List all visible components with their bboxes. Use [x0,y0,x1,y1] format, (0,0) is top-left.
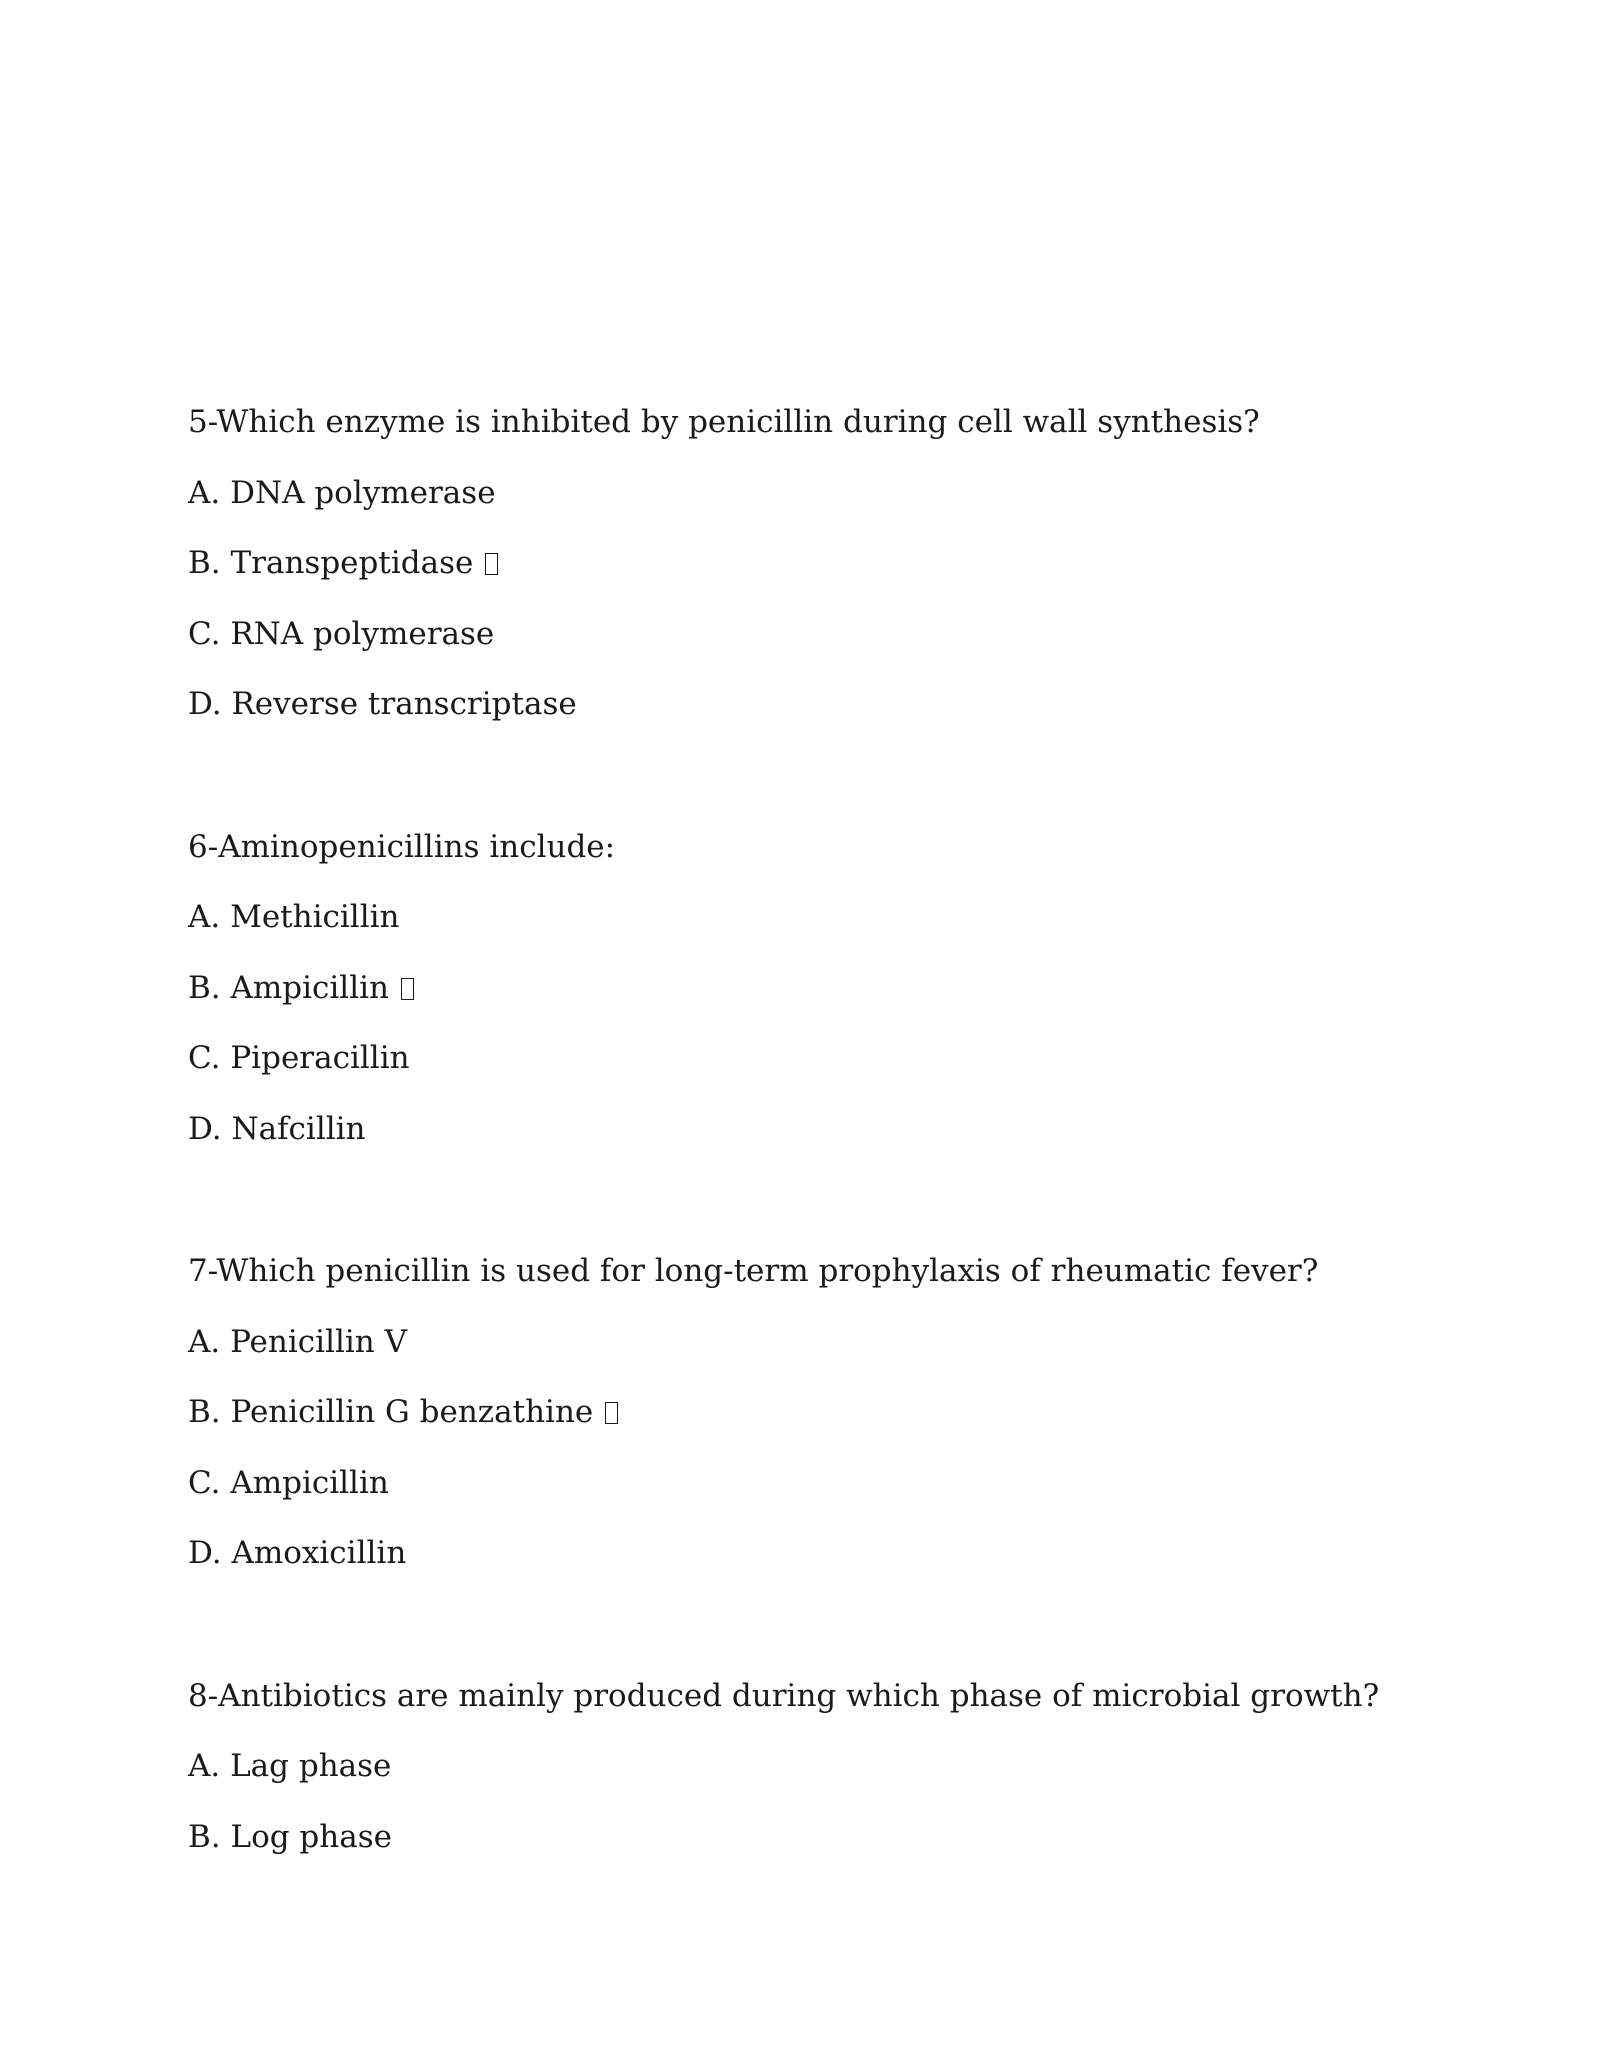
question-list [188,400,1488,1957]
answer-option [188,1320,1488,1391]
answer-option [188,966,1488,1037]
answer-option [188,612,1488,683]
option-text: B. Penicillin G benzathine [188,1394,594,1430]
option-text: D. Nafcillin [188,1110,366,1147]
option-text: C. Piperacillin [188,1040,410,1076]
question-7 [188,1249,1488,1602]
answer-option [188,471,1488,542]
question-stem: 5-Which enzyme is inhibited by penicillin during cell wall synthesis? [188,404,1260,440]
question-stem: 7-Which penicillin is used for long-term prophylaxis of rheumatic fever? [188,1253,1319,1289]
answer-option [188,1107,1488,1178]
option-text: A. Methicillin [188,899,400,935]
option-text: A. Penicillin V [188,1323,408,1360]
missing-glyph-icon [401,978,414,1000]
answer-option [188,1744,1488,1815]
option-text: B. Log phase [188,1818,392,1855]
answer-option [188,1531,1488,1602]
answer-option [188,682,1488,753]
option-text: A. Lag phase [188,1748,392,1784]
missing-glyph-icon [485,553,498,575]
question-6 [188,825,1488,1178]
option-text: B. Transpeptidase [188,545,474,581]
option-text: B. Ampicillin [188,969,390,1006]
question-5 [188,400,1488,753]
answer-option [188,1815,1488,1886]
question-stem: 8-Antibiotics are mainly produced during which phase of microbial growth? [188,1677,1380,1714]
option-text: D. Amoxicillin [188,1535,407,1571]
option-text: D. Reverse transcriptase [188,686,577,722]
missing-glyph-icon [605,1402,618,1424]
answer-option [188,895,1488,966]
option-text: C. Ampicillin [188,1464,389,1501]
question-8 [188,1674,1488,1886]
answer-option [188,1461,1488,1532]
option-text: C. RNA polymerase [188,615,495,652]
answer-option [188,1036,1488,1107]
option-text: A. DNA polymerase [188,474,496,511]
answer-option [188,1390,1488,1461]
answer-option [188,541,1488,612]
question-stem: 6-Aminopenicillins include: [188,828,616,865]
